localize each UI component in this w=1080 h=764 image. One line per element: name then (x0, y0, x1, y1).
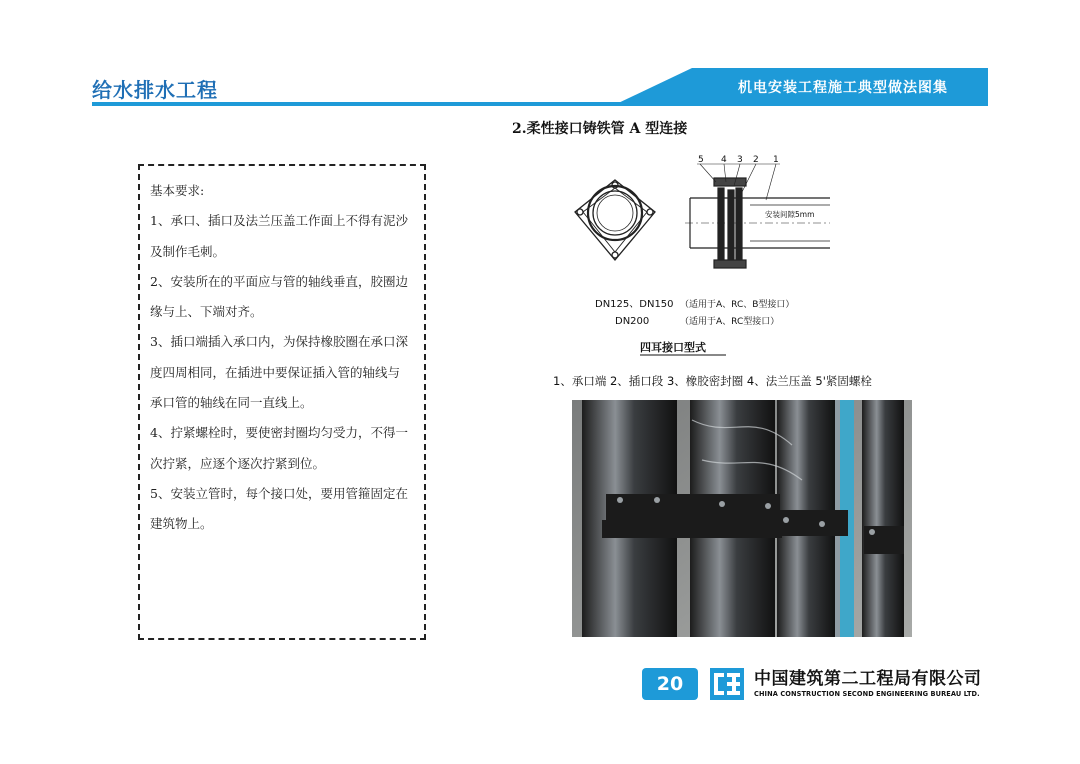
chapter-title: 给水排水工程 (92, 78, 218, 102)
requirement-line: 缘与上、下端对齐。 (150, 304, 263, 320)
flange-front-view (575, 180, 655, 260)
section-title: 2.柔性接口铸铁管 A 型连接 (512, 121, 688, 137)
callout-3: 3 (737, 155, 743, 165)
pipe-joint-photo (572, 400, 912, 637)
callout-5: 5 (698, 155, 704, 165)
spec-note-1: （适用于A、RC、B型接口） (680, 300, 795, 310)
callout-4: 4 (721, 155, 727, 165)
requirement-line: 2、安装所在的平面应与管的轴线垂直，胶圈边 (150, 273, 408, 289)
parts-legend: 1、承口端 2、插口段 3、橡胶密封圈 4、法兰压盖 5'紧固螺栓 (553, 374, 872, 388)
requirement-line: 次拧紧，应逐个逐次拧紧到位。 (150, 455, 326, 471)
callout-1: 1 (773, 155, 779, 165)
requirement-line: 承口管的轴线在同一直线上。 (150, 395, 313, 411)
joint-drawing (540, 150, 830, 365)
requirement-line: 及制作毛刺。 (150, 243, 226, 259)
requirements-box (138, 164, 426, 640)
requirement-line: 5、安装立管时，每个接口处，要用管箍固定在 (150, 485, 408, 501)
callout-2: 2 (753, 155, 759, 165)
spec-sizes-1: DN125、DN150 (595, 299, 674, 310)
requirement-line: 度四周相同，在插进中要保证插入管的轴线与 (150, 364, 401, 380)
company-logo-icon (710, 668, 744, 700)
clearance-label: 安装间隙5mm (765, 210, 815, 219)
company-name-en: CHINA CONSTRUCTION SECOND ENGINEERING BUREAU LTD. (754, 690, 980, 698)
company-name-cn: 中国建筑第二工程局有限公司 (754, 669, 982, 689)
page-number: 20 (642, 668, 698, 700)
requirement-line: 3、插口端插入承口内，为保持橡胶圈在承口深 (150, 334, 408, 350)
spec-note-2: （适用于A、RC型接口） (680, 317, 780, 327)
requirement-line: 4、拧紧螺栓时，要使密封圈均匀受力，不得一 (150, 425, 408, 441)
drawing-caption: 四耳接口型式 (640, 341, 706, 354)
requirement-line: 基本要求: (150, 183, 205, 198)
spec-sizes-2: DN200 (615, 316, 650, 327)
requirement-line: 建筑物上。 (150, 516, 213, 532)
atlas-title: 机电安装工程施工典型做法图集 (738, 80, 948, 96)
requirement-line: 1、承口、插口及法兰压盖工作面上不得有泥沙 (150, 213, 408, 229)
